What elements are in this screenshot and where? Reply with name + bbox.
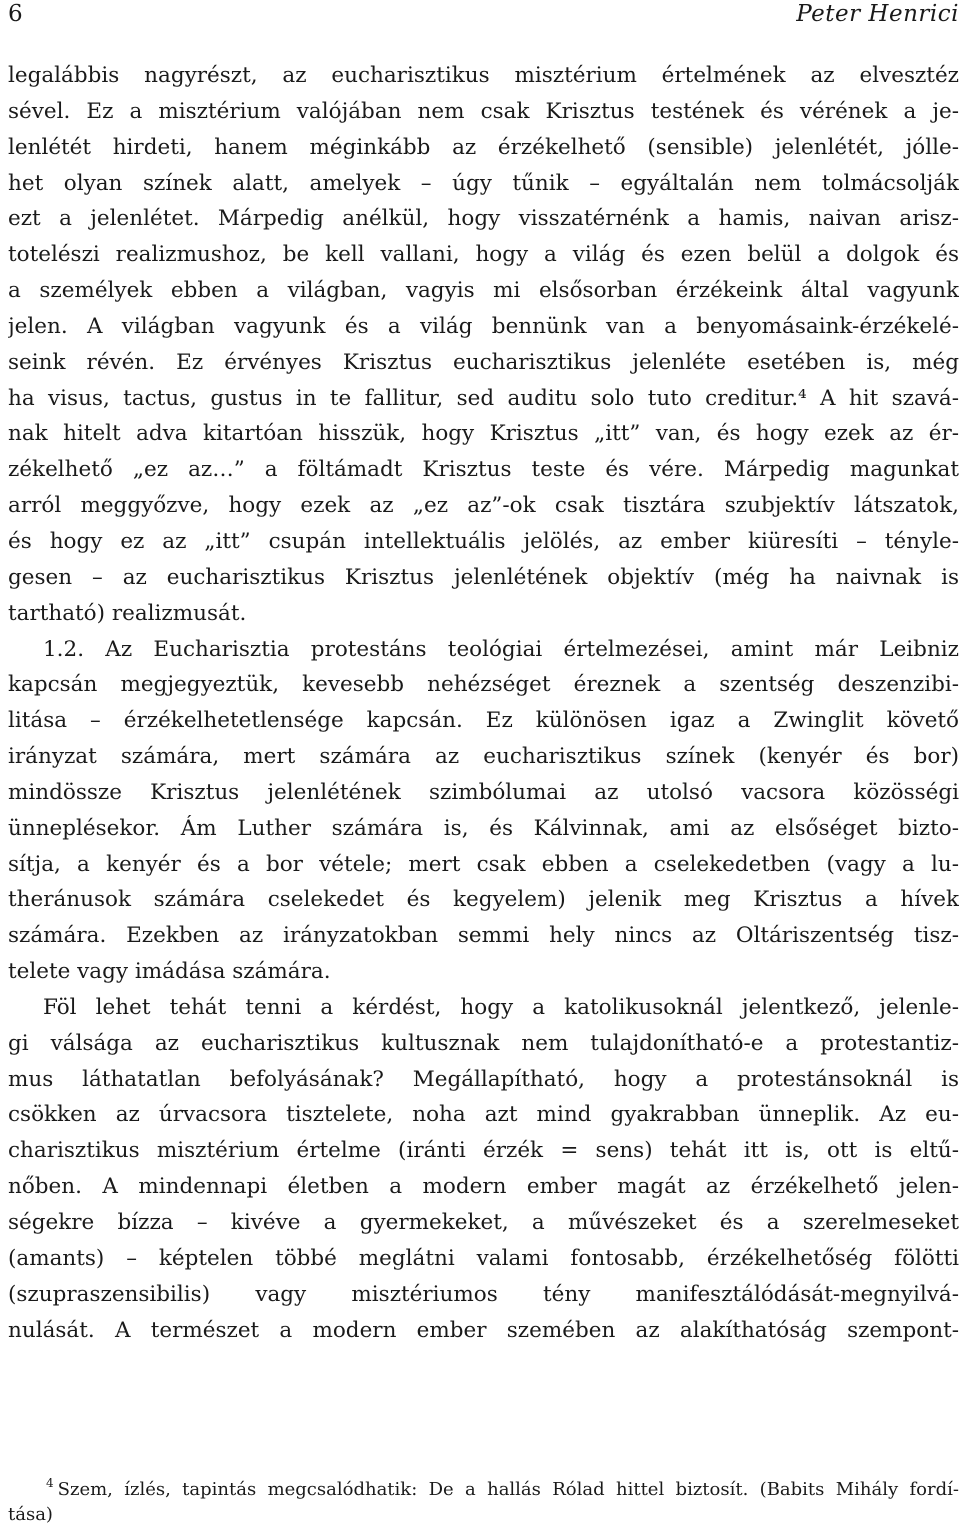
text-line: mus láthatatlan befolyásának? Megállapítható, hogy a protestánsoknál is	[8, 1066, 959, 1092]
text-line: mindössze Krisztus jelenlétének szimbólumai az utolsó vacsora közösségi	[8, 779, 959, 805]
footnote-mark: 4	[46, 1476, 54, 1490]
footnote-text: Szem, ízlés, tapintás megcsalódhatik: De a hallás Rólad hittel biztosít. (Babits Mihály fordí-	[57, 1479, 959, 1499]
text-line: (amants) – képtelen többé meglátni valami fontosabb, érzékelhetőség fölötti	[8, 1245, 959, 1271]
footnote	[8, 1468, 959, 1530]
text-line: het olyan színek alatt, amelyek – úgy tűnik – egyáltalán nem tolmácsolják	[8, 170, 959, 196]
text-line: csökken az úrvacsora tisztelete, noha azt mind gyakrabban ünneplik. Az eu-	[8, 1102, 959, 1128]
text-line: arról meggyőzve, hogy ezek az „ez az”-ok csak tisztára szubjektív látszatok,	[8, 493, 959, 519]
footnote-line	[8, 1468, 959, 1499]
text-line: totelészi realizmushoz, be kell vallani, hogy a világ és ezen belül a dolgok és	[8, 242, 959, 268]
text-line: legalábbis nagyrészt, az eucharisztikus misztérium értelmének az elvesztéz	[8, 63, 959, 88]
text-line: 1.2. Az Eucharisztia protestáns teológiai értelmezései, amint már Leibniz	[43, 636, 959, 662]
footnote-line: tása)	[8, 1504, 53, 1525]
text-line: zékelhető „ez az…” a föltámadt Krisztus teste és vére. Márpedig magunkat	[8, 457, 959, 483]
text-line: jelen. A világban vagyunk és a világ bennünk van a benyomásaink-érzékelé-	[8, 313, 959, 339]
text-line: tartható) realizmusát.	[8, 600, 247, 626]
text-line: ünneplésekor. Ám Luther számára is, és Kálvinnak, ami az elsőséget bizto-	[8, 815, 959, 841]
text-line: telete vagy imádása számára.	[8, 959, 331, 985]
document-page	[8, 0, 959, 1528]
text-line: és hogy ez az „itt” csupán intellektuális jelölés, az ember kiüresíti – ténylе-	[8, 528, 959, 554]
text-line: seink révén. Ez érvényes Krisztus eucharisztikus jelenléte esetében is, még	[8, 349, 959, 375]
text-line: számára. Ezekben az irányzatokban semmi hely nincs az Oltáriszentség tisz-	[8, 923, 959, 949]
text-line: ha visus, tactus, gustus in te fallitur, sed auditu solo tuto creditur.⁴ A hit szavá-	[8, 385, 959, 411]
text-line: nőben. A mindennapi életben a modern ember magát az érzékelhető jelen-	[8, 1174, 959, 1200]
text-line: a személyek ebben a világban, vagyis mi elsősorban érzékeink által vagyunk	[8, 278, 959, 304]
text-line: litása – érzékelhetetlensége kapcsán. Ez különösen igaz a Zwinglit követő	[8, 708, 959, 734]
body-text	[8, 58, 959, 1348]
text-line: (szupraszensibilis) vagy misztériumos tény manifesztálódását-megnyilvá-	[8, 1281, 959, 1307]
text-line: gesen – az eucharisztikus Krisztus jelenlétének objektív (még ha naivnak is	[8, 564, 959, 590]
text-line: ségekre bízza – kivéve a gyermekeket, a művészeket és a szerelmeseket	[8, 1210, 959, 1235]
text-line: gi válsága az eucharisztikus kultusznak nem tulajdonítható-e a protestantiz-	[8, 1030, 959, 1056]
running-head: Peter Henrici	[796, 1, 959, 27]
text-line: irányzat számára, mert számára az eucharisztikus színek (kenyér és bor)	[8, 744, 959, 770]
page-number: 6	[8, 1, 23, 27]
text-line: theránusok számára cselekedet és kegyelem) jelenik meg Krisztus a hívek	[8, 887, 959, 913]
text-line: Föl lehet tehát tenni a kérdést, hogy a katolikusoknál jelentkező, jelenle-	[43, 994, 959, 1020]
text-line: charisztikus misztérium értelme (iránti érzék = sens) tehát itt is, ott is eltű-	[8, 1138, 959, 1164]
text-line: nulását. A természet a modern ember szemében az alakíthatóság szempont-	[8, 1317, 959, 1343]
text-line: sítja, a kenyér és a bor vétele; mert csak ebben a cselekedetben (vagy a lu-	[8, 851, 959, 877]
page-header	[8, 0, 959, 40]
text-line: kapcsán megjegyeztük, kevesebb nehézséget éreznek a szentség deszenzibi-	[8, 672, 959, 698]
text-line: sével. Ez a misztérium valójában nem csak Krisztus testének és vérének a je-	[8, 98, 959, 124]
text-line: lenlétét hirdeti, hanem méginkább az érzékelhető (sensible) jelenlétét, jólle-	[8, 134, 959, 160]
text-line: ezt a jelenlétet. Márpedig anélkül, hogy visszatérnénk a hamis, naivan arisz-	[8, 206, 959, 232]
text-line: nak hitelt adva kitartóan hisszük, hogy Krisztus „itt” van, és hogy ezek az ér-	[8, 421, 959, 447]
